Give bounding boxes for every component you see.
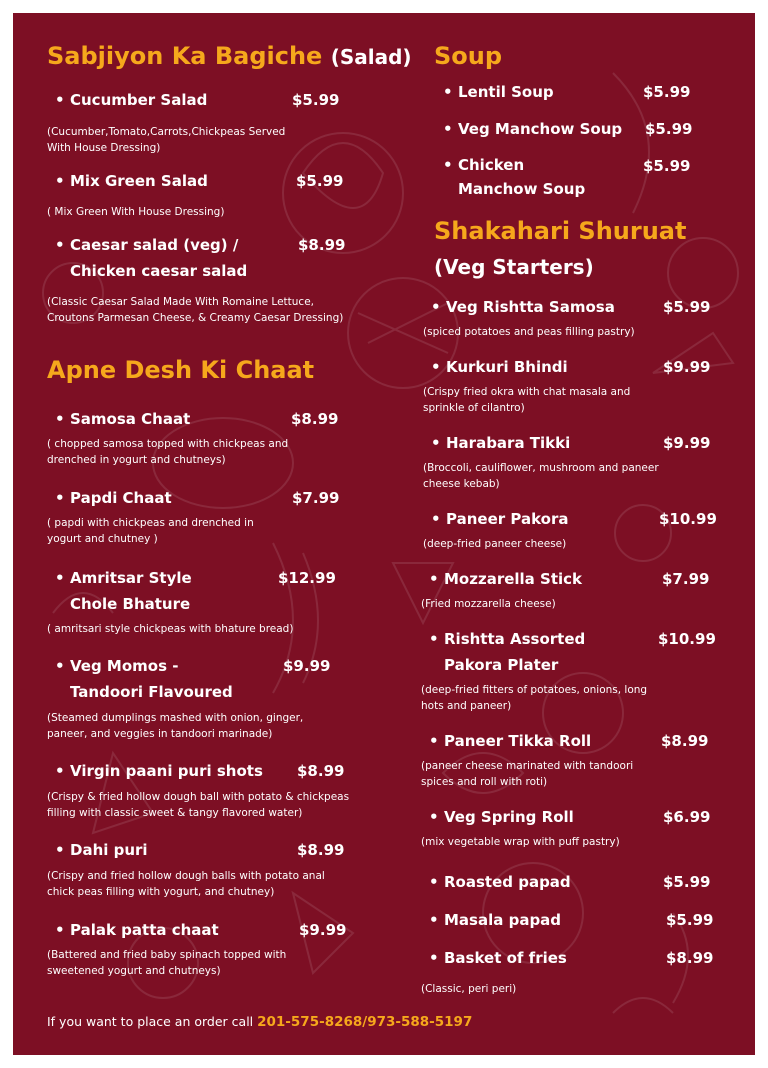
item-description: (spiced potatoes and peas filling pastry): [423, 326, 635, 338]
item-name-line1: Rishtta Assorted: [444, 630, 586, 648]
bullet-icon: •: [429, 570, 439, 588]
item-name: Papdi Chaat: [70, 489, 172, 507]
item-name: Roasted papad: [444, 873, 571, 891]
item-name: Basket of fries: [444, 949, 567, 967]
bullet-icon: •: [431, 510, 441, 528]
item-price: $5.99: [666, 911, 714, 929]
bullet-icon: •: [443, 83, 453, 101]
bullet-icon: •: [55, 172, 65, 190]
item-price: $8.99: [297, 841, 345, 859]
bullet-icon: •: [443, 120, 453, 138]
bullet-icon: •: [443, 156, 453, 174]
item-price: $7.99: [292, 489, 340, 507]
item-price: $9.99: [283, 657, 331, 675]
item-price: $10.99: [659, 510, 717, 528]
item-name-line1: Amritsar Style: [70, 569, 192, 587]
item-name: Palak patta chaat: [70, 921, 219, 939]
item-name-line2: Chole Bhature: [70, 595, 191, 613]
item-price: $5.99: [643, 83, 691, 101]
item-price: $5.99: [292, 91, 340, 109]
item-description: (Classic Caesar Salad Made With Romaine Lettuce, Croutons Parmesan Cheese, & Creamy Caesar Dressing): [47, 296, 344, 324]
item-description: (Steamed dumplings mashed with onion, ginger, paneer, and veggies in tandoori marinade): [47, 712, 304, 740]
item-price: $9.99: [663, 434, 711, 452]
item-name: Mozzarella Stick: [444, 570, 582, 588]
starters-section-subtitle: (Veg Starters): [434, 255, 594, 279]
item-description: (paneer cheese marinated with tandoori spices and roll with roti): [421, 760, 634, 788]
menu-page: [13, 13, 755, 1055]
chaat-section-title: Apne Desh Ki Chaat: [47, 356, 315, 384]
item-description: (Crispy & fried hollow dough ball with potato & chickpeas filling with classic sweet & tangy flavored water): [47, 791, 350, 819]
item-name: Cucumber Salad: [70, 91, 208, 109]
item-price: $5.99: [645, 120, 693, 138]
item-price: $10.99: [658, 630, 716, 648]
soup-section-title: Soup: [434, 42, 503, 70]
item-price: $8.99: [297, 762, 345, 780]
item-description: ( papdi with chickpeas and drenched in yogurt and chutney ): [47, 517, 254, 545]
item-price: $5.99: [663, 298, 711, 316]
bullet-icon: •: [429, 873, 439, 891]
item-description: ( amritsari style chickpeas with bhature bread): [47, 623, 294, 635]
bullet-icon: •: [55, 921, 65, 939]
item-name: Mix Green Salad: [70, 172, 208, 190]
item-name: Samosa Chaat: [70, 410, 191, 428]
item-description: (Crispy fried okra with chat masala and sprinkle of cilantro): [423, 386, 631, 414]
item-name-line1: Caesar salad (veg) /: [70, 236, 239, 254]
item-price: $5.99: [296, 172, 344, 190]
item-name: Harabara Tikki: [446, 434, 571, 452]
bullet-icon: •: [55, 91, 65, 109]
item-description: (Classic, peri peri): [421, 983, 517, 995]
item-name: Virgin paani puri shots: [70, 762, 263, 780]
item-name-line1: Veg Momos -: [70, 657, 179, 675]
item-name-line2: Tandoori Flavoured: [70, 683, 233, 701]
bullet-icon: •: [429, 911, 439, 929]
item-description: (Crispy and fried hollow dough balls with potato anal chick peas filling with yogurt, and chutney): [47, 870, 325, 898]
item-price: $5.99: [663, 873, 711, 891]
salad-title-text: Sabjiyon Ka Bagiche: [47, 42, 323, 70]
item-name-line2: Pakora Plater: [444, 656, 559, 674]
bullet-icon: •: [55, 841, 65, 859]
bullet-icon: •: [55, 410, 65, 428]
phone-number[interactable]: 201-575-8268/973-588-5197: [257, 1014, 473, 1030]
bullet-icon: •: [55, 489, 65, 507]
item-name: Kurkuri Bhindi: [446, 358, 568, 376]
footer-text: If you want to place an order call: [47, 1014, 258, 1029]
item-price: $5.99: [643, 157, 691, 175]
bullet-icon: •: [55, 569, 65, 587]
item-description: (Broccoli, cauliflower, mushroom and paneer cheese kebab): [423, 462, 659, 490]
bullet-icon: •: [55, 762, 65, 780]
item-name: Veg Rishtta Samosa: [446, 298, 615, 316]
bullet-icon: •: [55, 657, 65, 675]
bullet-icon: •: [431, 298, 441, 316]
item-description: ( chopped samosa topped with chickpeas and drenched in yogurt and chutneys): [47, 438, 289, 466]
item-name: Paneer Pakora: [446, 510, 569, 528]
item-description: (Fried mozzarella cheese): [421, 598, 556, 610]
item-price: $12.99: [278, 569, 336, 587]
item-price: $7.99: [662, 570, 710, 588]
item-name: Masala papad: [444, 911, 562, 929]
item-name-line2: Chicken caesar salad: [70, 262, 248, 280]
item-description: (deep-fried fitters of potatoes, onions, long hots and paneer): [421, 684, 648, 712]
item-description: (Cucumber,Tomato,Carrots,Chickpeas Served With House Dressing): [47, 126, 286, 154]
item-name: Veg Spring Roll: [444, 808, 574, 826]
item-name: Paneer Tikka Roll: [444, 732, 592, 750]
item-name-line2: Manchow Soup: [458, 180, 586, 198]
item-description: ( Mix Green With House Dressing): [47, 206, 225, 218]
item-price: $9.99: [299, 921, 347, 939]
item-description: (mix vegetable wrap with puff pastry): [421, 836, 620, 848]
bullet-icon: •: [429, 808, 439, 826]
item-description: (Battered and fried baby spinach topped with sweetened yogurt and chutneys): [47, 949, 287, 977]
item-price: $8.99: [298, 236, 346, 254]
bullet-icon: •: [429, 630, 439, 648]
item-name: Veg Manchow Soup: [458, 120, 623, 138]
order-call-footer: [47, 1014, 472, 1030]
starters-section-title: Shakahari Shuruat: [434, 217, 687, 245]
item-description: (deep-fried paneer cheese): [423, 538, 567, 550]
bullet-icon: •: [429, 949, 439, 967]
item-name: Lentil Soup: [458, 83, 554, 101]
bullet-icon: •: [55, 236, 65, 254]
bullet-icon: •: [431, 434, 441, 452]
item-price: $9.99: [663, 358, 711, 376]
bullet-icon: •: [429, 732, 439, 750]
item-name-line1: Chicken: [458, 156, 525, 174]
salad-section-title: [47, 42, 412, 70]
item-price: $6.99: [663, 808, 711, 826]
item-price: $8.99: [666, 949, 714, 967]
bullet-icon: •: [431, 358, 441, 376]
salad-subtitle: (Salad): [330, 45, 412, 69]
item-name: Dahi puri: [70, 841, 148, 859]
item-price: $8.99: [291, 410, 339, 428]
item-price: $8.99: [661, 732, 709, 750]
